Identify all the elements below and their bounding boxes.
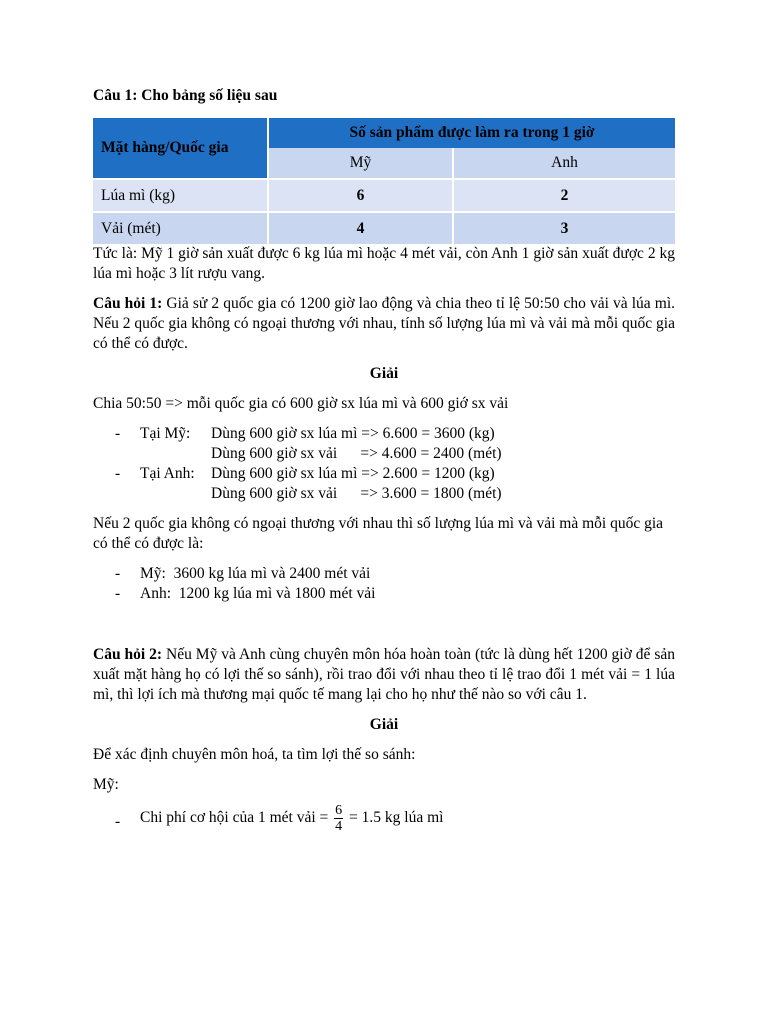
comparative-advantage-intro: Để xác định chuyên môn hoá, ta tìm lợi thế so sánh: bbox=[93, 746, 416, 763]
production-table bbox=[91, 118, 677, 244]
result-text: Anh: 1200 kg lúa mì và 1800 mét vải bbox=[140, 585, 376, 602]
fraction-denominator: 4 bbox=[335, 819, 343, 834]
question-1-title: Câu 1: Cho bảng số liệu sau bbox=[93, 87, 278, 104]
list-item bbox=[93, 803, 675, 834]
results-list bbox=[93, 564, 675, 604]
opportunity-cost-text: Chi phí cơ hội của 1 mét vải = bbox=[140, 809, 333, 827]
calc-line: Dùng 600 giờ sx vải => 4.600 = 2400 (mét) bbox=[211, 445, 502, 462]
result-text: Mỹ: 3600 kg lúa mì và 2400 mét vải bbox=[140, 565, 371, 582]
table-row bbox=[93, 178, 675, 211]
document-page bbox=[93, 86, 675, 834]
question-1-paragraph bbox=[93, 294, 675, 354]
table-value-cell: 4 bbox=[269, 211, 452, 244]
question-2-label: Câu hỏi 2: bbox=[93, 646, 163, 663]
opportunity-cost-result: = 1.5 kg lúa mì bbox=[345, 809, 444, 827]
split-statement: Chia 50:50 => mỗi quốc gia có 600 giờ sx lúa mì và 600 giớ sx vải bbox=[93, 395, 509, 412]
explanation-paragraph: Tức là: Mỹ 1 giờ sản xuất được 6 kg lúa mì hoặc 4 mét vải, còn Anh 1 giờ sản xuất được 2 kg lúa mì hoặc 3 lít rượu vang. bbox=[93, 245, 675, 282]
table-row bbox=[93, 211, 675, 244]
calc-line: Dùng 600 giờ sx lúa mì => 2.600 = 1200 (kg) bbox=[211, 465, 495, 482]
table-value-cell: 3 bbox=[454, 211, 675, 244]
list-dash: - bbox=[115, 565, 121, 582]
question-1-text: Giả sử 2 quốc gia có 1200 giờ lao động và chia theo tỉ lệ 50:50 cho vải và lúa mì. Nếu 2 quốc gia không có ngoại thương với nhau, tính số lượng lúa mì và vải mà mỗi quốc gia có thể có được. bbox=[93, 295, 676, 352]
solution-heading-2: Giải bbox=[369, 716, 399, 733]
list-item bbox=[93, 584, 675, 604]
question-2-paragraph bbox=[93, 645, 675, 705]
country-label: Tại Mỹ: bbox=[140, 425, 191, 442]
table-country-header: Mỹ bbox=[269, 148, 452, 178]
list-dash: - bbox=[115, 425, 121, 442]
usa-label: Mỹ: bbox=[93, 776, 119, 793]
list-item bbox=[93, 424, 675, 464]
calculation-list bbox=[93, 424, 675, 504]
list-dash: - bbox=[115, 465, 121, 482]
solution-heading: Giải bbox=[369, 365, 399, 382]
fraction-numerator: 6 bbox=[335, 803, 343, 818]
list-item bbox=[93, 564, 675, 584]
table-item-cell: Vải (mét) bbox=[93, 211, 267, 244]
fraction bbox=[334, 803, 343, 834]
table-country-header: Anh bbox=[454, 148, 675, 178]
list-dash: - bbox=[115, 585, 121, 602]
question-2-text: Nếu Mỹ và Anh cùng chuyên môn hóa hoàn toàn (tức là dùng hết 1200 giờ để sản xuất mặt hàng họ có lợi thế so sánh), rồi trao đổi với nhau theo tỉ lệ trao đổi 1 mét vải = 1 lúa mì, thì lợi ích mà thương mại quốc tế mang lại cho họ như thế nào so với câu 1. bbox=[93, 646, 675, 703]
table-group-header: Số sản phẩm được làm ra trong 1 giờ bbox=[269, 118, 675, 148]
table-corner-header: Mặt hàng/Quốc gia bbox=[93, 118, 267, 178]
country-label: Tại Anh: bbox=[140, 465, 195, 482]
list-item bbox=[93, 464, 675, 504]
question-1-label: Câu hỏi 1: bbox=[93, 295, 163, 312]
no-trade-statement: Nếu 2 quốc gia không có ngoại thương với nhau thì số lượng lúa mì và vải mà mỗi quốc gia có thể có được là: bbox=[93, 515, 664, 552]
list-dash: - bbox=[115, 813, 121, 830]
table-value-cell: 2 bbox=[454, 178, 675, 211]
table-value-cell: 6 bbox=[269, 178, 452, 211]
table-item-cell: Lúa mì (kg) bbox=[93, 178, 267, 211]
calc-line: Dùng 600 giờ sx vải => 3.600 = 1800 (mét) bbox=[211, 485, 502, 502]
calc-line: Dùng 600 giờ sx lúa mì => 6.600 = 3600 (kg) bbox=[211, 425, 495, 442]
opportunity-cost-list bbox=[93, 803, 675, 834]
